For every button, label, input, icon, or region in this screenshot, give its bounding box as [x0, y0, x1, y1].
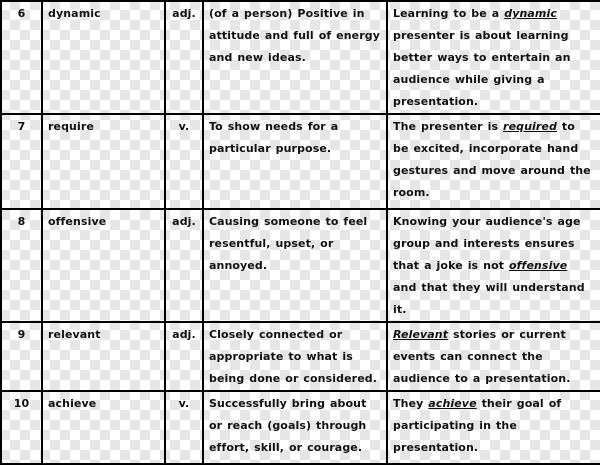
example-keyword: Relevant — [393, 328, 449, 341]
part-of-speech: adj. — [165, 1, 203, 114]
example-text-after: presenter is about learning better ways to entertain an audience while giving a presentation. — [393, 29, 571, 108]
definition: Successfully bring about or reach (goals) through effort, skill, or courage. — [203, 391, 387, 464]
example-sentence — [387, 391, 600, 464]
example-text-after: to be excited, incorporate hand gestures and move around the room. — [393, 120, 591, 199]
example-sentence — [387, 209, 600, 322]
example-text-before: They — [393, 397, 429, 410]
example-text-after: and that they will understand it. — [393, 281, 585, 316]
table-row — [1, 322, 600, 391]
example-text-before: Learning to be a — [393, 7, 505, 20]
definition: Closely connected or appropriate to what is being done or considered. — [203, 322, 387, 391]
part-of-speech: adj. — [165, 322, 203, 391]
table-row — [1, 391, 600, 464]
example-text-after: their goal of participating in the presentation. — [393, 397, 562, 454]
definition: To show needs for a particular purpose. — [203, 114, 387, 209]
row-number: 8 — [1, 209, 42, 322]
example-keyword: achieve — [428, 397, 477, 410]
example-sentence — [387, 114, 600, 209]
table-row — [1, 209, 600, 322]
vocab-word: dynamic — [42, 1, 165, 114]
example-keyword: offensive — [509, 259, 568, 272]
row-number: 7 — [1, 114, 42, 209]
table-row — [1, 114, 600, 209]
vocab-word: offensive — [42, 209, 165, 322]
example-text-after: stories or current events can connect the audience to a presentation. — [393, 328, 571, 385]
vocab-word: achieve — [42, 391, 165, 464]
example-sentence — [387, 322, 600, 391]
row-number: 6 — [1, 1, 42, 114]
row-number: 10 — [1, 391, 42, 464]
example-keyword: dynamic — [504, 7, 557, 20]
part-of-speech: v. — [165, 114, 203, 209]
example-sentence — [387, 1, 600, 114]
example-keyword: required — [503, 120, 557, 133]
example-text-before: The presenter is — [393, 120, 504, 133]
example-text-before: Knowing your audience's age group and interests ensures that a joke is not — [393, 215, 581, 272]
row-number: 9 — [1, 322, 42, 391]
part-of-speech: adj. — [165, 209, 203, 322]
definition: (of a person) Positive in attitude and full of energy and new ideas. — [203, 1, 387, 114]
vocab-word: require — [42, 114, 165, 209]
vocab-word: relevant — [42, 322, 165, 391]
definition: Causing someone to feel resentful, upset, or annoyed. — [203, 209, 387, 322]
table-row — [1, 1, 600, 114]
part-of-speech: v. — [165, 391, 203, 464]
